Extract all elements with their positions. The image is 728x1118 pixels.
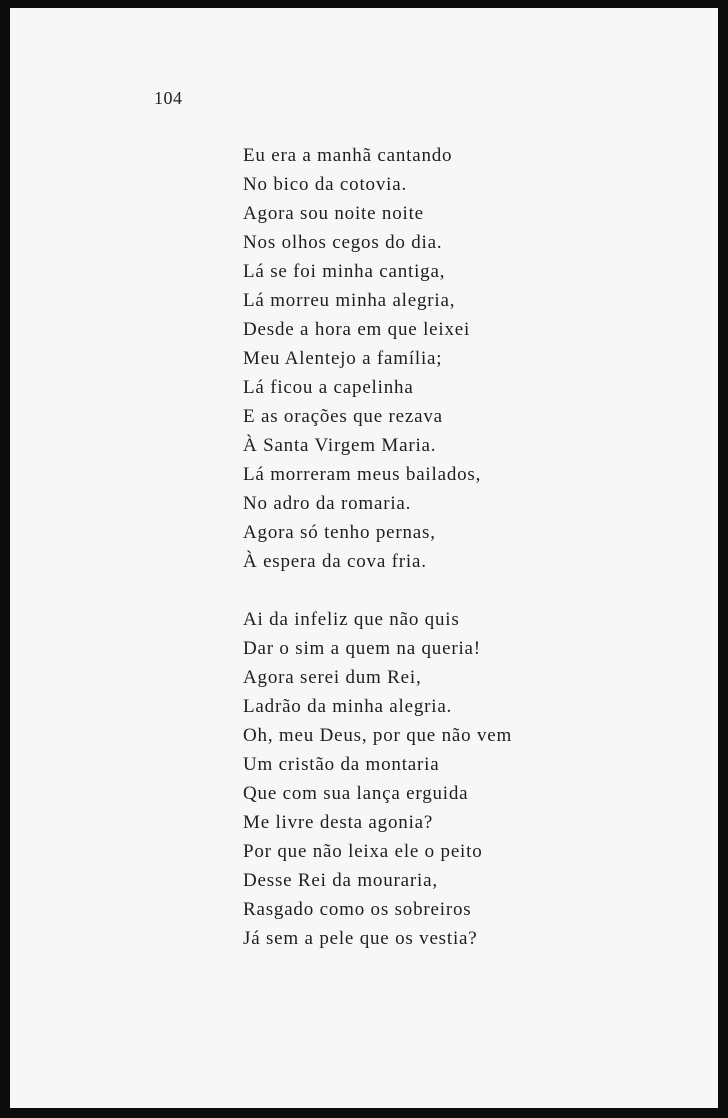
poem-line: Meu Alentejo a família; bbox=[243, 348, 443, 369]
poem-line: No bico da cotovia. bbox=[243, 174, 407, 195]
poem bbox=[243, 141, 512, 953]
poem-line: Agora sou noite noite bbox=[243, 203, 424, 224]
poem-line: Desse Rei da mouraria, bbox=[243, 870, 438, 891]
poem-line: Por que não leixa ele o peito bbox=[243, 841, 483, 862]
book-page bbox=[10, 8, 718, 1108]
stanza-1 bbox=[243, 141, 512, 576]
poem-line: Rasgado como os sobreiros bbox=[243, 899, 472, 920]
poem-line: À espera da cova fria. bbox=[243, 551, 427, 572]
poem-line: Lá se foi minha cantiga, bbox=[243, 261, 446, 282]
poem-line: Lá ficou a capelinha bbox=[243, 377, 414, 398]
poem-line: Agora só tenho pernas, bbox=[243, 522, 436, 543]
poem-line: À Santa Virgem Maria. bbox=[243, 435, 437, 456]
poem-line: Desde a hora em que leixei bbox=[243, 319, 471, 340]
poem-line: Que com sua lança erguida bbox=[243, 783, 469, 804]
poem-line: Ladrão da minha alegria. bbox=[243, 696, 453, 717]
stanza-2 bbox=[243, 605, 512, 953]
poem-line: Oh, meu Deus, por que não vem bbox=[243, 725, 513, 746]
poem-line: E as orações que rezava bbox=[243, 406, 443, 427]
poem-line: Lá morreu minha alegria, bbox=[243, 290, 456, 311]
poem-line: Ai da infeliz que não quis bbox=[243, 609, 460, 630]
poem-line: Eu era a manhã cantando bbox=[243, 145, 453, 166]
poem-line: Lá morreram meus bailados, bbox=[243, 464, 482, 485]
page-number: 104 bbox=[154, 88, 183, 108]
poem-line: No adro da romaria. bbox=[243, 493, 412, 514]
poem-line: Agora serei dum Rei, bbox=[243, 667, 422, 688]
poem-line: Dar o sim a quem na queria! bbox=[243, 638, 481, 659]
poem-line: Nos olhos cegos do dia. bbox=[243, 232, 443, 253]
poem-line: Me livre desta agonia? bbox=[243, 812, 434, 833]
poem-line: Já sem a pele que os vestia? bbox=[243, 928, 478, 949]
poem-line: Um cristão da montaria bbox=[243, 754, 440, 775]
